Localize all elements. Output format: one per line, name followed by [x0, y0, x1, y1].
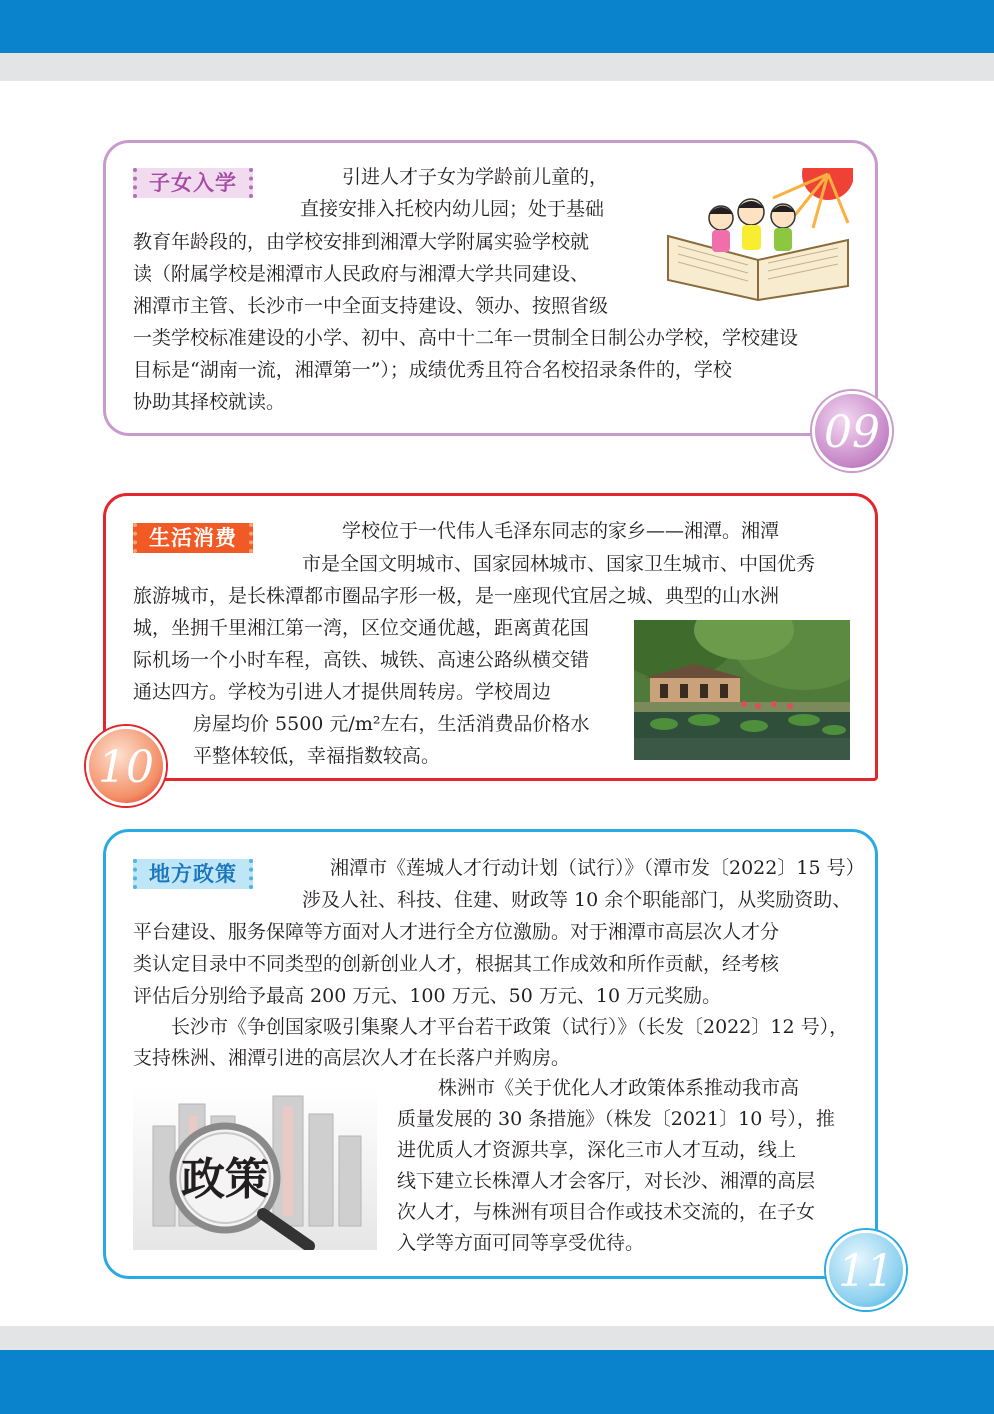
text-line: 平台建设、服务保障等方面对人才进行全方位激励。对于湘潭市高层次人才分 — [133, 921, 780, 943]
policy-magnifier-illustration-icon — [133, 1086, 377, 1250]
text-line: 通达四方。学校为引进人才提供周转房。学校周边 — [133, 681, 552, 703]
page-number-badge: 11 — [826, 1230, 906, 1310]
mao-zedong-former-residence-photo-icon — [634, 620, 850, 760]
text-line: 引进人才子女为学龄前儿童的， — [342, 166, 609, 188]
text-line: 进优质人才资源共享，深化三市人才互动，线上 — [397, 1139, 797, 1161]
text-line: 入学等方面可同等享受优待。 — [397, 1232, 645, 1254]
text-line: 类认定目录中不同类型的创新创业人才，根据其工作成效和所作贡献，经考核 — [133, 953, 780, 975]
text-line: 涉及人社、科技、住建、财政等 10 余个职能部门，从奖励资助、 — [302, 889, 852, 911]
text-line: 市是全国文明城市、国家园林城市、国家卫生城市、中国优秀 — [302, 553, 816, 575]
section-tag-living-cost: 生活消费 — [133, 523, 253, 553]
text-line: 株洲市《关于优化人才政策体系推动我市高 — [438, 1077, 800, 1099]
text-line: 评估后分别给予最高 200 万元、100 万元、50 万元、10 万元奖励。 — [133, 985, 722, 1007]
text-line: 湘潭市《莲城人才行动计划（试行）》（潭市发〔2022〕15 号） — [330, 857, 865, 879]
text-line: 读（附属学校是湘潭市人民政府与湘潭大学共同建设、 — [133, 263, 590, 285]
text-line: 直接安排入托校内幼儿园；处于基础 — [300, 198, 605, 220]
text-line: 协助其择校就读。 — [133, 391, 286, 413]
footer-blue-band — [0, 1350, 994, 1414]
text-line: 一类学校标准建设的小学、初中、高中十二年一贯制全日制公办学校，学校建设 — [133, 327, 799, 349]
text-line: 房屋均价 5500 元/m²左右，生活消费品价格水 — [193, 713, 590, 735]
footer-grey-band — [0, 1326, 994, 1350]
text-line: 质量发展的 30 条措施》（株发〔2021〕10 号），推 — [397, 1108, 835, 1130]
text-line: 湘潭市主管、长沙市一中全面支持建设、领办、按照省级 — [133, 295, 609, 317]
section-tag-children-education: 子女入学 — [133, 168, 253, 198]
text-line: 际机场一个小时车程，高铁、城铁、高速公路纵横交错 — [133, 649, 590, 671]
policy-image-label: 政策 — [181, 1154, 269, 1205]
page-number-badge: 09 — [812, 391, 892, 471]
text-line: 平整体较低，幸福指数较高。 — [193, 745, 441, 767]
text-line: 学校位于一代伟人毛泽东同志的家乡——湘潭。湘潭 — [342, 520, 780, 542]
text-line: 教育年龄段的，由学校安排到湘潭大学附属实验学校就 — [133, 231, 590, 253]
children-on-book-illustration-icon — [663, 168, 853, 303]
text-line: 次人才，与株洲有项目合作或技术交流的，在子女 — [397, 1201, 816, 1223]
text-line: 城，坐拥千里湘江第一湾，区位交通优越，距离黄花国 — [133, 617, 590, 639]
text-line: 长沙市《争创国家吸引集聚人才平台若干政策（试行）》（长发〔2022〕12 号）， — [171, 1016, 849, 1038]
text-line: 线下建立长株潭人才会客厅，对长沙、湘潭的高层 — [397, 1170, 816, 1192]
section-tag-local-policy: 地方政策 — [133, 859, 253, 889]
text-line: 目标是“湖南一流，湘潭第一”）；成绩优秀且符合名校招录条件的，学校 — [133, 359, 732, 381]
header-blue-band — [0, 0, 994, 53]
text-line: 旅游城市，是长株潭都市圈品字形一极，是一座现代宜居之城、典型的山水洲 — [133, 585, 780, 607]
header-grey-band — [0, 53, 994, 81]
text-line: 支持株洲、湘潭引进的高层次人才在长落户并购房。 — [133, 1047, 571, 1069]
page-number-badge: 10 — [86, 726, 166, 806]
